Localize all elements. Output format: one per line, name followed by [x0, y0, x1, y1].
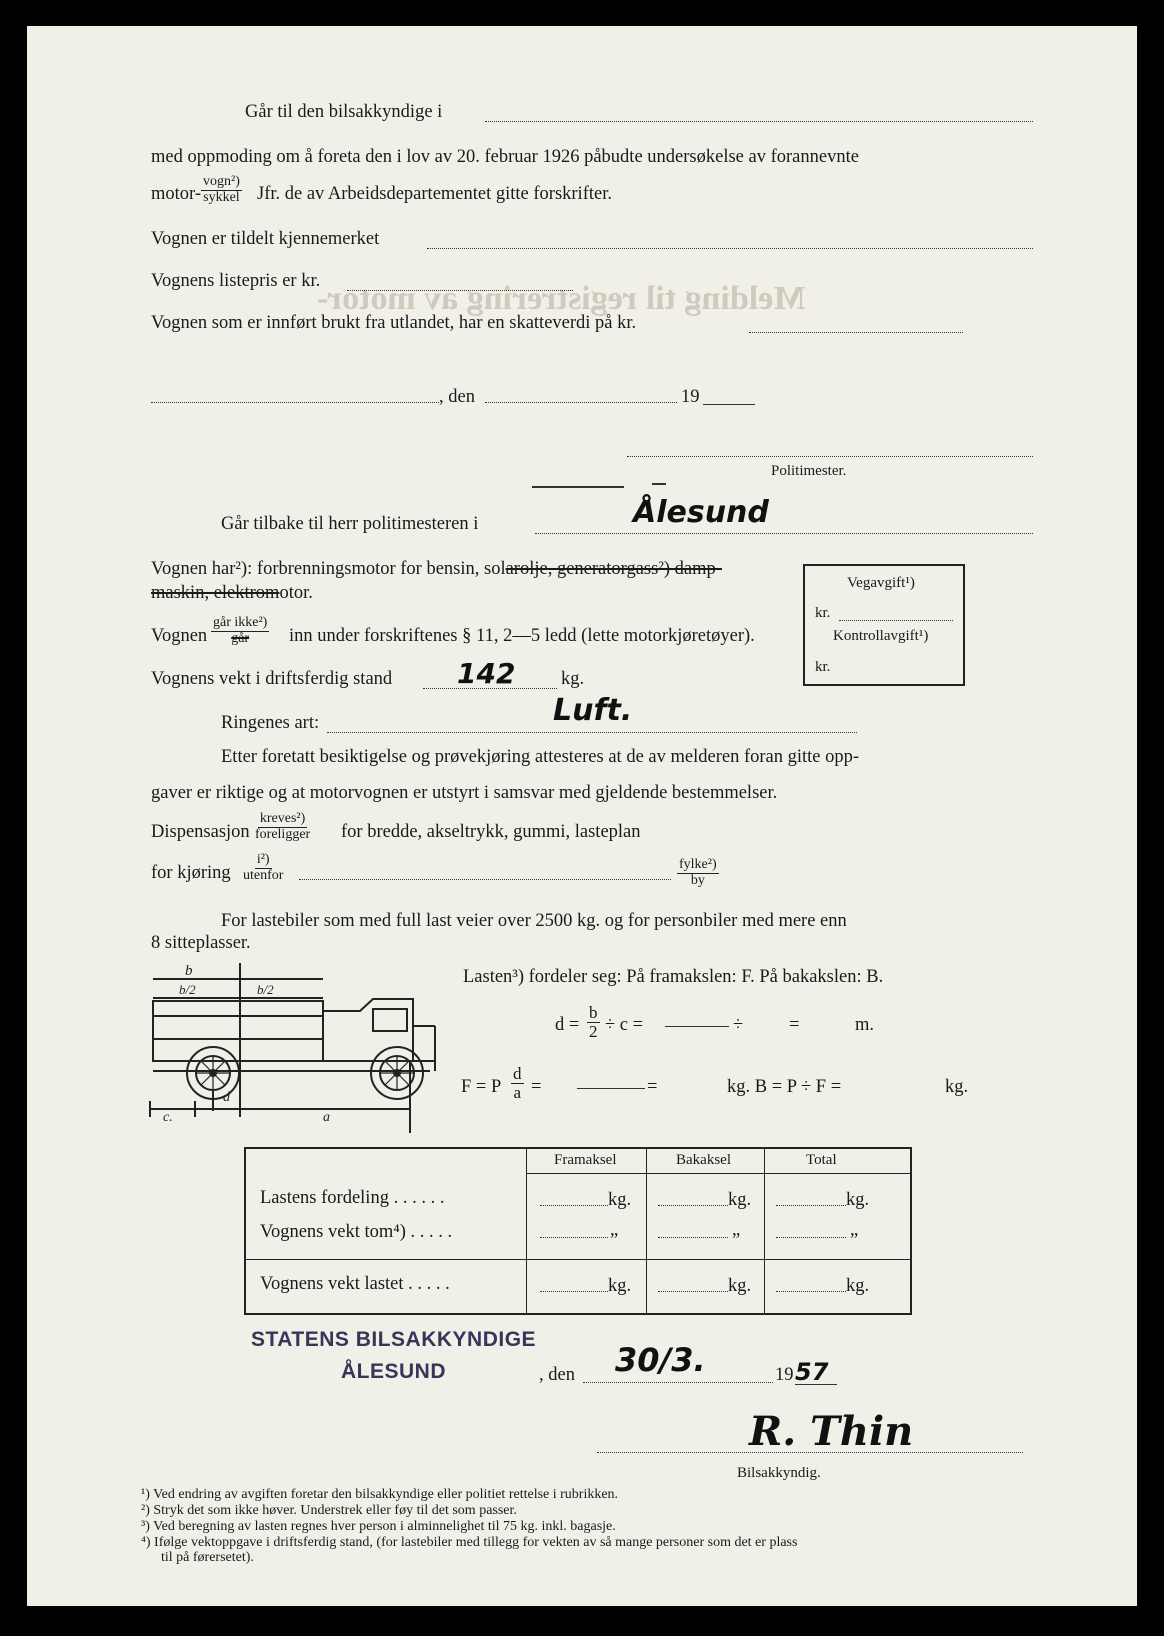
vognen-har-line1: Vognen har²): forbrenningsmotor for bensin, solarolje, generatorgass²) damp-	[151, 559, 722, 579]
diagram-label-b: b	[185, 963, 193, 979]
kjennemerke-line	[427, 248, 1033, 249]
skatteverdi-line	[749, 332, 963, 333]
vognen-prefix: Vognen	[151, 626, 208, 646]
motor-suffix: Jfr. de av Arbeidsdepartementet gitte forskrifter.	[257, 184, 612, 204]
diagram-label-c: c.	[163, 1110, 173, 1125]
table-cell-ditto: „	[610, 1220, 619, 1240]
motor-fraction: vogn²) sykkel	[203, 174, 240, 205]
vekt-handwritten: 142	[457, 657, 516, 690]
table-cell-unit: kg.	[846, 1190, 870, 1210]
formula-feq: =	[531, 1077, 542, 1097]
diagram-label-half2: b/2	[257, 982, 274, 997]
table-cell-unit: kg.	[728, 1276, 752, 1296]
gar-tilbake-handwritten: Ålesund	[633, 495, 769, 530]
formula-blank1	[665, 1026, 729, 1027]
year-prefix: 19	[681, 387, 700, 407]
bilsakkyndig-label: Bilsakkyndig.	[737, 1465, 821, 1481]
year-line	[703, 404, 755, 405]
formula-kgB: kg. B = P ÷ F =	[727, 1077, 842, 1097]
formula-m: m.	[855, 1015, 875, 1035]
vekt-unit: kg.	[561, 669, 585, 689]
lastebiler-line1: For lastebiler som med full last veier over 2500 kg. og for personbiler med mere enn	[221, 911, 847, 931]
document-page	[27, 26, 1137, 1606]
vognen-suffix: inn under forskriftenes § 11, 2—5 ledd (lette motorkjøretøyer).	[289, 626, 755, 646]
ringenes-label: Ringenes art:	[221, 713, 320, 733]
vognen-fraction: går ikke²) går	[213, 615, 268, 646]
formula-b-over-2: $\frac{b}{2}$	[589, 1003, 598, 1041]
gar-tilbake-label: Går tilbake til herr politimesteren i	[221, 514, 479, 534]
table-cell-unit: kg.	[846, 1276, 870, 1296]
section-divider	[532, 486, 624, 488]
signature-line	[597, 1452, 1023, 1453]
gar-tilbake-line	[535, 533, 1033, 534]
formula-feq2: =	[647, 1077, 658, 1097]
vegavgift-title: Vegavgift¹)	[847, 575, 915, 591]
kontrollavgift-kr: kr.	[815, 659, 831, 675]
vekt-label: Vognens vekt i driftsferdig stand	[151, 669, 393, 689]
diagram-label-d: d	[223, 1090, 230, 1105]
closing-year-line	[795, 1384, 837, 1385]
dispensasjon-fraction: kreves²) foreligger	[255, 811, 311, 842]
formula-d: d =	[555, 1015, 580, 1035]
footnote-3: ³) Ved beregning av lasten regnes hver person i alminnelighet til 75 kg. inkl. bagasje.	[141, 1519, 616, 1534]
vegavgift-kr: kr.	[815, 605, 831, 621]
kontrollavgift-title: Kontrollavgift¹)	[833, 628, 929, 644]
weight-table	[244, 1147, 912, 1315]
oppmoding-text: med oppmoding om å foreta den i lov av 20. februar 1926 påbudte undersøkelse av forannevnte	[151, 147, 859, 167]
politimester-label: Politimester.	[771, 463, 847, 479]
ringenes-handwritten: Luft.	[553, 693, 633, 728]
listepris-line	[347, 290, 573, 291]
motor-prefix: motor-	[151, 184, 201, 204]
gar-til-label: Går til den bilsakkyndige i	[245, 102, 443, 122]
vegavgift-box	[803, 564, 965, 686]
signature: R. Thin	[749, 1408, 914, 1455]
formula-rest: ÷ c =	[605, 1015, 644, 1035]
closing-date-handwritten: 30/3.	[615, 1341, 706, 1379]
footnote-4: ⁴) Ifølge vektoppgave i driftsferdig stand, (for lastebiler med tillegg for vekten av så mange personer som det er plass	[141, 1535, 798, 1550]
section-divider-dash	[652, 483, 666, 485]
skatteverdi-label: Vognen som er innført brukt fra utlandet, har en skatteverdi på kr.	[151, 313, 637, 333]
table-header-framaksel: Framaksel	[554, 1152, 617, 1168]
table-cell-unit: kg.	[728, 1190, 752, 1210]
vegavgift-line	[839, 620, 953, 621]
bleedthrough-text: Melding til registrering av motor-	[317, 280, 806, 317]
formula-eq: =	[789, 1015, 800, 1035]
table-row-label: Vognens vekt tom⁴) . . . . .	[260, 1222, 453, 1242]
closing-den: , den	[539, 1365, 575, 1385]
kjennemerke-label: Vognen er tildelt kjennemerket	[151, 229, 380, 249]
diagram-label-half1: b/2	[179, 982, 196, 997]
ringenes-line	[327, 732, 857, 733]
dispensasjon-prefix: Dispensasjon	[151, 822, 250, 842]
table-cell-unit: kg.	[608, 1190, 632, 1210]
dispensasjon-suffix: for bredde, akseltrykk, gummi, lasteplan	[341, 822, 641, 842]
footnote-4-cont: til på førersetet).	[161, 1550, 254, 1565]
closing-date-line	[583, 1382, 773, 1383]
truck-diagram	[145, 961, 445, 1141]
table-cell-unit: kg.	[608, 1276, 632, 1296]
table-row-label: Lastens fordeling . . . . . .	[260, 1188, 445, 1208]
etter-line2: gaver er riktige og at motorvognen er utstyrt i samsvar med gjeldende bestemmelser.	[151, 783, 778, 803]
stamp-line1: STATENS BILSAKKYNDIGE	[251, 1328, 537, 1351]
closing-year-handwritten: 57	[795, 1358, 829, 1386]
footnote-1: ¹) Ved endring av avgiften foretar den bilsakkyndige eller politiet rettelse i rubrikken.	[141, 1487, 619, 1502]
gar-til-line	[485, 121, 1033, 122]
date-line	[485, 402, 677, 403]
kjoring-line	[299, 879, 671, 880]
table-cell-ditto: „	[850, 1220, 859, 1240]
listepris-label: Vognens listepris er kr.	[151, 271, 321, 291]
formula-F: F = P	[461, 1077, 502, 1097]
table-row-label: Vognens vekt lastet . . . . .	[260, 1274, 450, 1294]
kjoring-prefix: for kjøring	[151, 863, 231, 883]
table-header-total: Total	[806, 1152, 837, 1168]
stamp-line2: ÅLESUND	[341, 1360, 447, 1383]
diagram-label-a: a	[323, 1110, 330, 1125]
lasten-text: Lasten³) fordeler seg: På framakslen: F. På bakakslen: B.	[463, 967, 884, 987]
fylke-fraction: fylke²) by	[679, 857, 717, 888]
place-line	[151, 402, 439, 403]
formula-div: ÷	[733, 1015, 744, 1035]
formula-blank2	[577, 1088, 645, 1089]
closing-year-prefix: 19	[775, 1365, 794, 1385]
kjoring-fraction: i²) utenfor	[243, 852, 284, 883]
lastebiler-line2: 8 sitteplasser.	[151, 933, 251, 953]
politimester-signature-line	[627, 456, 1033, 457]
vognen-har-line2: maskin, elektromotor.	[151, 583, 313, 603]
etter-line1: Etter foretatt besiktigelse og prøvekjøring attesteres at de av melderen foran gitte opp-	[221, 747, 860, 767]
den-label: , den	[439, 387, 475, 407]
table-cell-ditto: „	[732, 1220, 741, 1240]
footnote-2: ²) Stryk det som ikke høver. Understrek eller føy til det som passer.	[141, 1503, 517, 1518]
table-header-bakaksel: Bakaksel	[676, 1152, 731, 1168]
formula-d-over-a: $\frac{d}{a}$	[513, 1064, 522, 1102]
formula-kg: kg.	[945, 1077, 969, 1097]
